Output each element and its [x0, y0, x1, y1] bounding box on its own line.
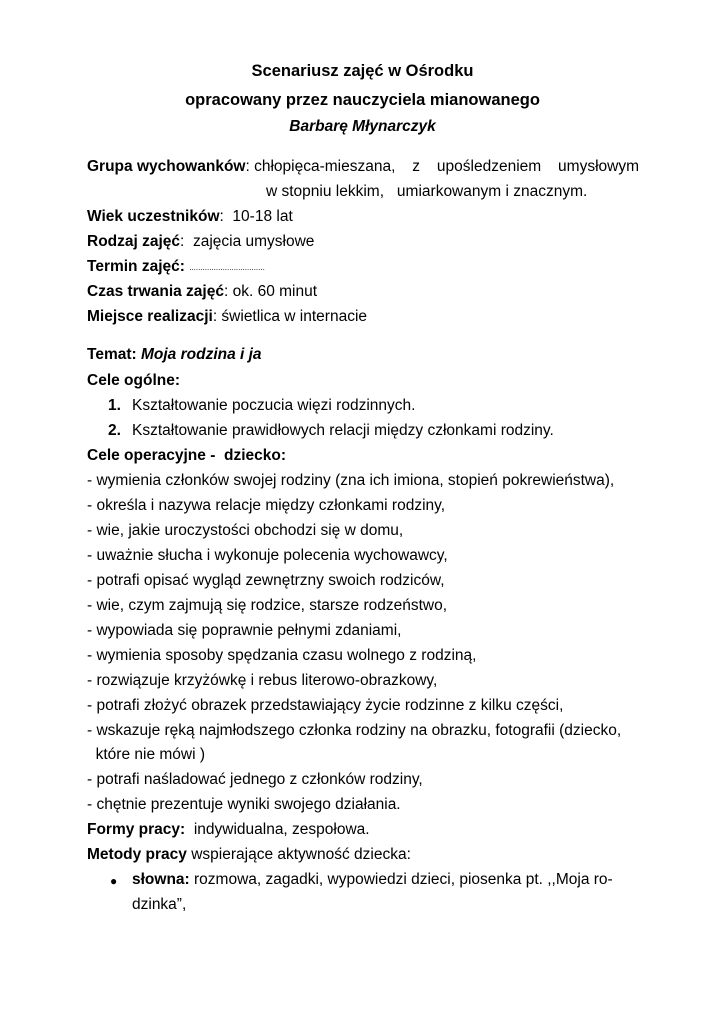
date-line: [87, 258, 265, 276]
methods-label: Metody pracy: [87, 846, 187, 863]
type-line: [87, 233, 314, 251]
methods-value: wspierające aktywność dziecka:: [186, 846, 411, 863]
topic-value: Moja rodzina i ja: [140, 346, 262, 363]
group-continuation: w stopniu lekkim, umiarkowanym i znacznym.: [266, 183, 588, 200]
method-bullet-label: słowna:: [132, 871, 190, 888]
age-value: : 10-18 lat: [219, 208, 293, 225]
title-line-2: opracowany przez nauczyciela mianowanego: [185, 91, 540, 109]
type-value: : zajęcia umysłowe: [180, 233, 315, 250]
goal-number-2: 2.: [108, 422, 121, 439]
group-value-1: : chłopięca-mieszana,: [245, 158, 396, 175]
date-value: ..................................: [189, 263, 265, 272]
op-goal-item: - potrafi opisać wygląd zewnętrzny swoich rodziców,: [87, 572, 445, 589]
op-goal-item: - potrafi naśladować jednego z członków rodziny,: [87, 771, 423, 788]
age-label: Wiek uczestników: [87, 208, 220, 225]
duration-line: [87, 283, 317, 301]
forms-label: Formy pracy:: [87, 821, 186, 838]
place-label: Miejsce realizacji: [87, 308, 213, 325]
op-goal-item: - określa i nazywa relacje między członkami rodziny,: [87, 497, 446, 514]
op-goal-item: - wskazuje ręką najmłodszego członka rodziny na obrazku, fotografii (dziecko,: [87, 722, 622, 739]
title-line-1: Scenariusz zajęć w Ośrodku: [251, 62, 474, 80]
operational-goals-heading: [87, 447, 286, 465]
group-value-2: z: [412, 158, 421, 175]
general-goals-label: Cele ogólne:: [87, 372, 181, 389]
op-goal-item: - wie, czym zajmują się rodzice, starsze rodzeństwo,: [87, 597, 448, 614]
place-value: : świetlica w internacie: [212, 308, 368, 325]
type-label: Rodzaj zajęć: [87, 233, 181, 250]
place-line: [87, 308, 367, 326]
goal-number-1: 1.: [108, 397, 121, 414]
op-goal-item: - chętnie prezentuje wyniki swojego działania.: [87, 796, 401, 813]
operational-goals-label: Cele operacyjne - dziecko:: [87, 447, 286, 464]
general-goals-heading: [87, 372, 180, 390]
duration-value: : ok. 60 minut: [223, 283, 318, 300]
methods-line: [87, 846, 411, 864]
op-goal-item: - rozwiązuje krzyżówkę i rebus literowo-obrazkowy,: [87, 672, 438, 689]
goal-text-1: Kształtowanie poczucia więzi rodzinnych.: [132, 397, 416, 414]
topic-line: [87, 346, 262, 364]
age-line: [87, 208, 293, 226]
group-line: [87, 158, 639, 176]
group-label: Grupa wychowanków: [87, 158, 246, 175]
op-goal-item: - wymienia członków swojej rodziny (zna ich imiona, stopień pokrewieństwa),: [87, 472, 615, 489]
forms-value: indywidualna, zespołowa.: [185, 821, 370, 838]
date-label: Termin zajęć:: [87, 258, 185, 275]
group-value-3: upośledzeniem: [436, 158, 542, 175]
op-goal-item: - wymienia sposoby spędzania czasu wolnego z rodziną,: [87, 647, 477, 664]
op-goal-item: - wie, jakie uroczystości obchodzi się w domu,: [87, 522, 404, 539]
method-bullet-line: [132, 871, 613, 889]
author-name: Barbarę Młynarczyk: [289, 118, 436, 135]
group-value-4: umysłowym: [558, 158, 639, 175]
op-goal-item: - uważnie słucha i wykonuje polecenia wychowawcy,: [87, 547, 448, 564]
bullet-icon: ●: [110, 874, 118, 888]
forms-line: [87, 821, 370, 839]
method-bullet-continuation: dzinka”,: [132, 896, 187, 913]
op-goal-item: które nie mówi ): [87, 746, 206, 763]
group-first: [87, 158, 395, 176]
duration-label: Czas trwania zajęć: [87, 283, 224, 300]
op-goal-item: - wypowiada się poprawnie pełnymi zdaniami,: [87, 622, 402, 639]
method-bullet-text: rozmowa, zagadki, wypowiedzi dzieci, piosenka pt. ,,Moja ro-: [189, 871, 613, 888]
op-goal-item: - potrafi złożyć obrazek przedstawiający życie rodzinne z kilku części,: [87, 697, 564, 714]
topic-label: Temat:: [87, 346, 137, 363]
goal-text-2: Kształtowanie prawidłowych relacji między członkami rodziny.: [132, 422, 554, 439]
